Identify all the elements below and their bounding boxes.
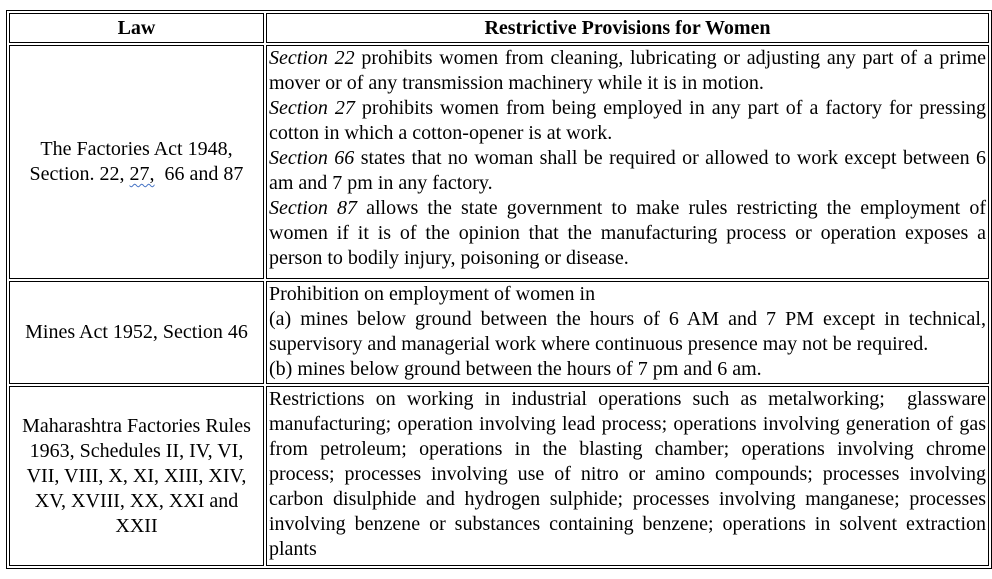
provisions-cell-factories-act [266, 45, 989, 279]
provision-text: states that no woman shall be required or allowed to work except between 6 am and 7 pm in any factory. [269, 147, 986, 194]
provision-paragraph [269, 96, 986, 146]
provision-paragraph: (a) mines below ground between the hours of 6 AM and 7 PM except in technical, supervisory and managerial work where continuous presence may not be required. [269, 308, 986, 355]
provision-text: allows the state government to make rules restricting the employment of women if it is of the opinion that the manufacturing process or operation exposes a person to bodily injury, poisoning or disease. [269, 197, 986, 269]
table-row [9, 386, 989, 566]
header-provisions: Restrictive Provisions for Women [266, 13, 989, 43]
provision-paragraph [269, 46, 986, 96]
law-name: The Factories Act 1948, [40, 138, 233, 160]
header-law: Law [9, 13, 264, 43]
provision-paragraph: Prohibition on employment of women in [269, 283, 596, 305]
provision-paragraph [269, 146, 986, 196]
provision-paragraph: (b) mines below ground between the hours of 7 pm and 6 am. [269, 358, 762, 380]
provision-paragraph [269, 196, 986, 271]
table-header-row [9, 13, 989, 43]
law-cell-mines-act: Mines Act 1952, Section 46 [9, 281, 264, 384]
table-row [9, 281, 989, 384]
restrictive-provisions-table [6, 10, 992, 569]
table-row [9, 45, 989, 279]
section-reference: Section 66 [269, 147, 355, 169]
law-cell-maharashtra-rules: Maharashtra Factories Rules 1963, Schedules II, IV, VI, VII, VIII, X, XI, XIII, XIV, XV, XVIII, XX, XXI and XXII [9, 386, 264, 566]
section-reference: Section 27 [269, 97, 355, 119]
section-reference: Section 22 [269, 47, 355, 69]
spellcheck-flagged-text: 27, [129, 163, 155, 185]
section-reference: Section 87 [269, 197, 357, 219]
law-cell-factories-act [9, 45, 264, 279]
provision-text: prohibits women from cleaning, lubricating or adjusting any part of a prime mover or of any transmission machinery while it is in motion. [269, 47, 986, 94]
provision-text: prohibits women from being employed in any part of a factory for pressing cotton in which a cotton-opener is at work. [269, 97, 986, 144]
law-sections-prefix: Section. 22, [29, 163, 130, 185]
provision-paragraph: Restrictions on working in industrial operations such as metalworking; glassware manufacturing; operation involving lead process; operations involving generation of gas from petroleum; operations in the blasting chamber; operations involving chrome process; processes involving use of nitro or amino compounds; processes involving carbon disulphide and hydrogen sulphide; processes involving manganese; processes involving benzene or substances containing benzene; operations in solvent extraction plants [269, 388, 991, 560]
provisions-cell-mines-act [266, 281, 989, 384]
law-sections-suffix: 66 and 87 [154, 163, 244, 185]
provisions-cell-maharashtra-rules [266, 386, 989, 566]
